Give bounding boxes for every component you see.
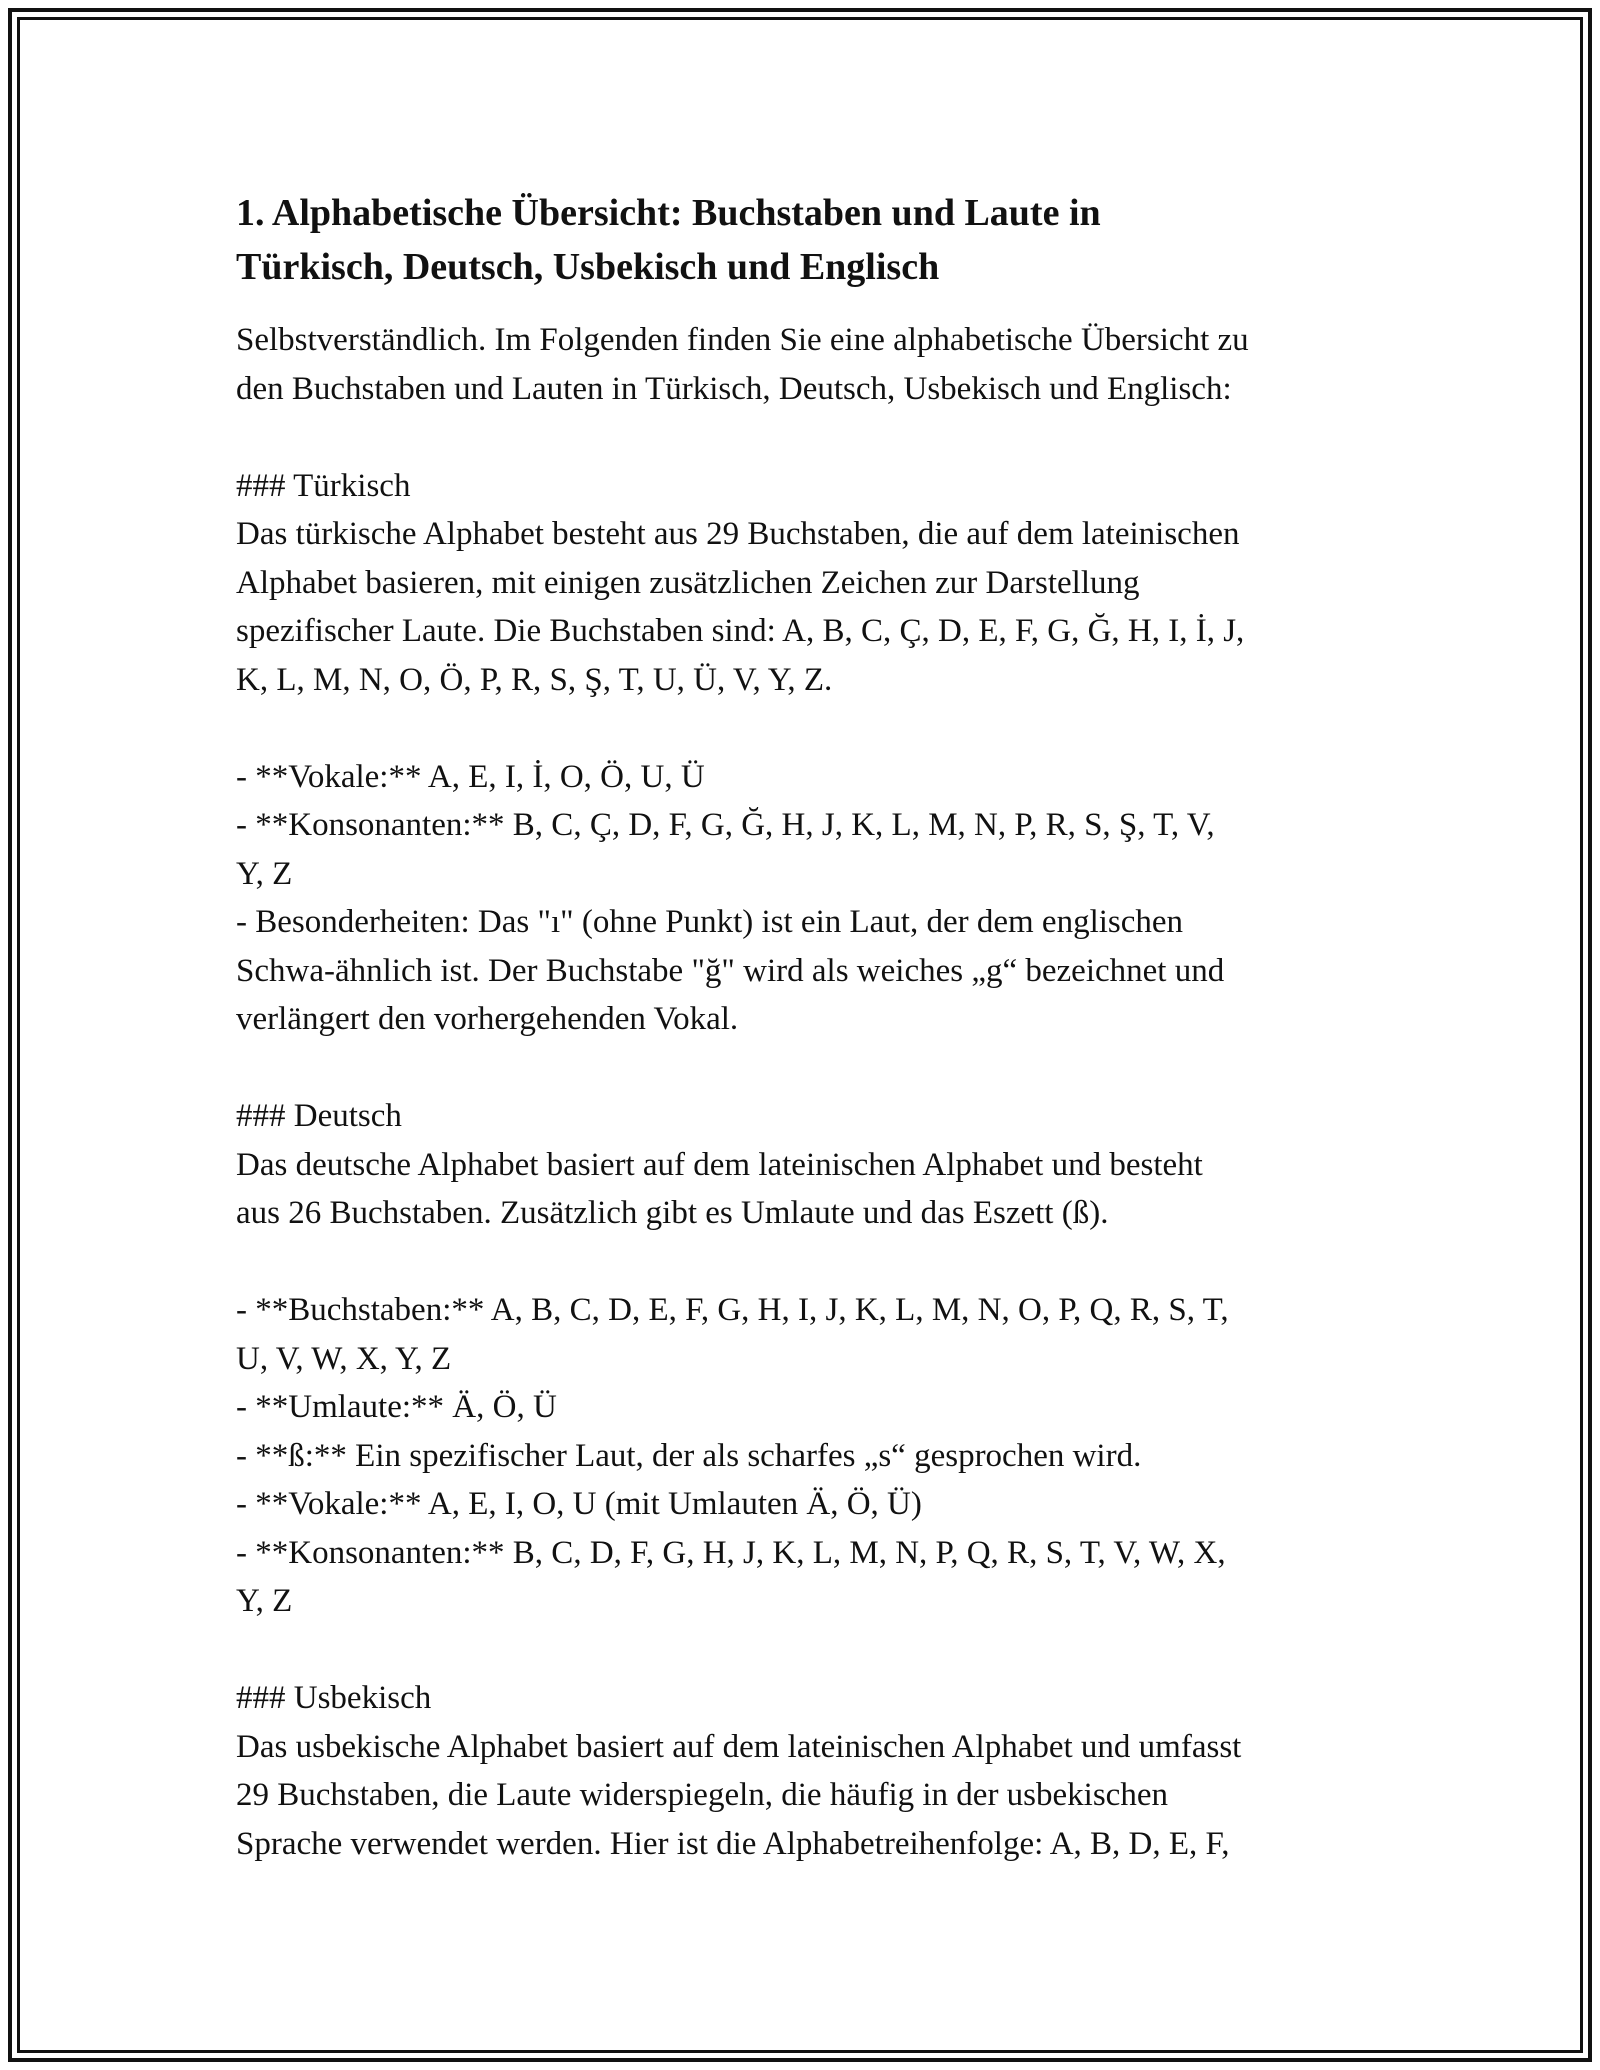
section-heading: ### Türkisch [236,467,411,504]
paragraph-line: K, L, M, N, O, Ö, P, R, S, Ş, T, U, Ü, V, Y, Z. [236,661,833,698]
paragraph-line: Alphabet basieren, mit einigen zusätzlichen Zeichen zur Darstellung [236,564,1140,601]
document-title [236,186,1376,294]
section-uzbek [236,1674,1376,1868]
intro-line: Selbstverständlich. Im Folgenden finden Sie eine alphabetische Übersicht zu [236,322,1249,358]
list-line: - **Vokale:** A, E, I, İ, O, Ö, U, Ü [236,758,705,795]
list-line: - Besonderheiten: Das "ı" (ohne Punkt) ist ein Laut, der dem englischen [236,904,1184,940]
section-heading: ### Usbekisch [236,1680,432,1716]
section-turkish [236,462,1376,1044]
spacer [236,1626,1376,1675]
section-heading: ### Deutsch [236,1098,402,1134]
paragraph-line: Das deutsche Alphabet basiert auf dem lateinischen Alphabet und besteht [236,1146,1203,1183]
title-line: Türkisch, Deutsch, Usbekisch und Englisch [236,246,940,288]
spacer [236,1238,1376,1287]
paragraph-line: Das türkische Alphabet besteht aus 29 Buchstaben, die auf dem lateinischen [236,516,1240,552]
list-line: U, V, W, X, Y, Z [236,1340,452,1377]
spacer [236,704,1376,753]
intro-paragraph [236,316,1376,413]
intro-line: den Buchstaben und Lauten in Türkisch, Deutsch, Usbekisch und Englisch: [236,370,1232,407]
spacer [236,413,1376,462]
title-line: 1. Alphabetische Übersicht: Buchstaben und Laute in [236,192,1101,234]
list-line: - **Konsonanten:** B, C, D, F, G, H, J, K, L, M, N, P, Q, R, S, T, V, W, X, [236,1534,1226,1571]
list-line: Y, Z [236,855,293,892]
list-line: - **Umlaute:** Ä, Ö, Ü [236,1389,557,1425]
list-line: Schwa-ähnlich ist. Der Buchstabe "ğ" wird als weiches „g“ bezeichnet und [236,952,1225,989]
spacer [236,1044,1376,1093]
paragraph-line: Das usbekische Alphabet basiert auf dem lateinischen Alphabet und umfasst [236,1728,1242,1765]
paragraph-line: aus 26 Buchstaben. Zusätzlich gibt es Umlaute und das Eszett (ß). [236,1195,1109,1231]
list-line: - **ß:** Ein spezifischer Laut, der als scharfes „s“ gesprochen wird. [236,1437,1142,1474]
paragraph-line: Sprache verwendet werden. Hier ist die Alphabetreihenfolge: A, B, D, E, F, [236,1825,1230,1862]
list-line: - **Konsonanten:** B, C, Ç, D, F, G, Ğ, H, J, K, L, M, N, P, R, S, Ş, T, V, [236,807,1215,843]
paragraph-line: 29 Buchstaben, die Laute widerspiegeln, die häufig in der usbekischen [236,1777,1168,1813]
list-line: Y, Z [236,1583,293,1619]
paragraph-line: spezifischer Laute. Die Buchstaben sind: A, B, C, Ç, D, E, F, G, Ğ, H, I, İ, J, [236,613,1245,649]
section-german [236,1092,1376,1626]
list-line: verlängert den vorhergehenden Vokal. [236,1001,739,1037]
list-line: - **Buchstaben:** A, B, C, D, E, F, G, H, I, J, K, L, M, N, O, P, Q, R, S, T, [236,1292,1229,1328]
document-body [236,186,1376,1868]
list-line: - **Vokale:** A, E, I, O, U (mit Umlauten Ä, Ö, Ü) [236,1486,922,1522]
